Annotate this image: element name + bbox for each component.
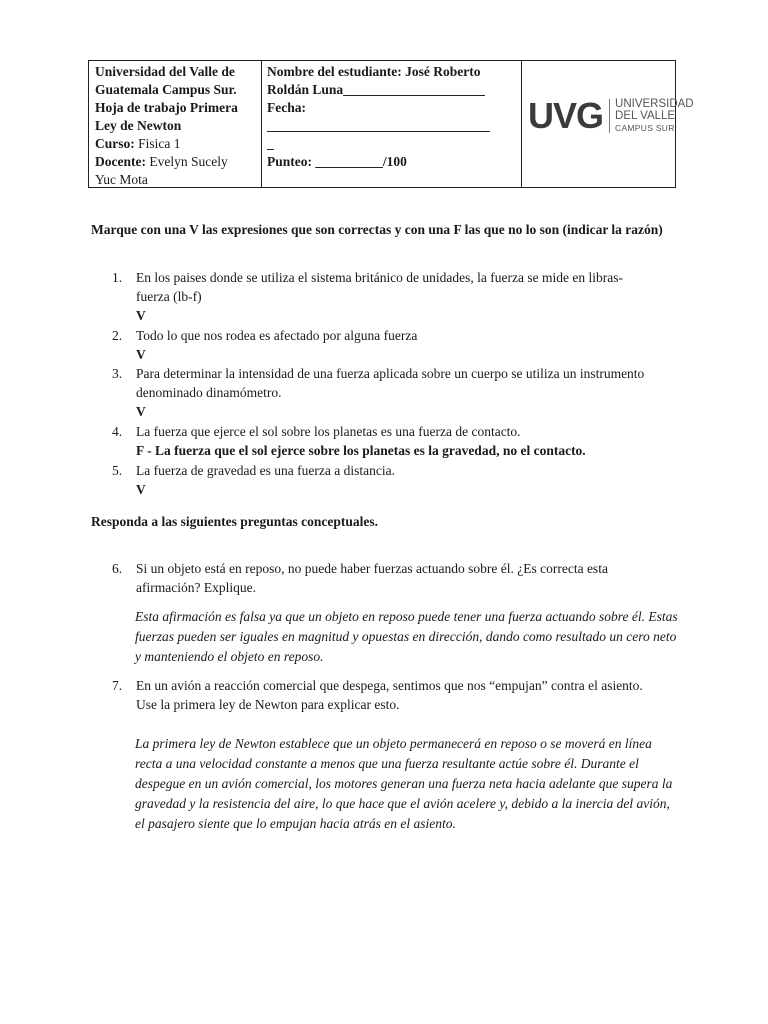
- student-name-line-2: Roldán Luna_____________________: [267, 82, 485, 97]
- question-7: [112, 676, 652, 714]
- item-text: Todo lo que nos rodea es afectado por alguna fuerza: [136, 328, 418, 343]
- item-text: La fuerza de gravedad es una fuerza a distancia.: [136, 463, 395, 478]
- tf-item-1: [112, 268, 652, 325]
- question-number: 7.: [112, 678, 123, 693]
- question-number: 6.: [112, 561, 123, 576]
- teacher-label: Docente:: [95, 154, 146, 169]
- answer-7: La primera ley de Newton establece que un objeto permanecerá en reposo o se moverá en línea recta a una velocidad constante a menos que una fuerza resultante actúe sobre él. Durante el despegue en un avión comercial, los motores generan una fuerza neta hacia adelante que supera la gravedad y la resistencia del aire, lo que hace que el avión acelere y, debido a la inercia del avión, el pasajero siente que lo empujan hacia atrás en el asiento.: [135, 736, 673, 831]
- instructions: Marque con una V las expresiones que son correctas y con una F las que no lo son (indicar la razón): [91, 222, 663, 237]
- course-value: Fisica 1: [134, 136, 181, 151]
- header-logo-cell: [522, 61, 694, 187]
- conceptual-heading: Responda a las siguientes preguntas conceptuales.: [91, 514, 379, 529]
- item-answer: V: [136, 404, 146, 419]
- item-answer: V: [136, 308, 146, 323]
- header-institution-cell: [89, 61, 262, 187]
- item-text: En los paises donde se utiliza el sistema británico de unidades, la fuerza se mide en libras-fuerza (lb-f): [136, 270, 623, 304]
- institution-line-1: Universidad del Valle de: [95, 64, 235, 79]
- item-answer: F - La fuerza que el sol ejerce sobre los planetas es la gravedad, no el contacto.: [136, 443, 586, 458]
- item-answer: V: [136, 347, 146, 362]
- teacher-row: [95, 153, 255, 171]
- header-table: [88, 60, 694, 188]
- date-label: Fecha:: [267, 100, 306, 115]
- course-row: [95, 135, 255, 153]
- tf-item-5: [112, 461, 652, 499]
- item-number: 1.: [112, 270, 123, 285]
- header-student-cell: [262, 61, 522, 187]
- question-text: Si un objeto está en reposo, no puede haber fuerzas actuando sobre él. ¿Es correcta esta afirmación? Explique.: [136, 561, 608, 595]
- answer-6: Esta afirmación es falsa ya que un objeto en reposo puede tener una fuerza actuando sobre él. Estas fuerzas pueden ser iguales en magnitud y opuestas en dirección, dando como resultado un cero neto y manteniendo el objeto en reposo.: [135, 609, 678, 664]
- logo-mark: UVG: [528, 95, 604, 136]
- logo-line-3: CAMPUS SUR: [615, 123, 675, 133]
- item-number: 4.: [112, 424, 123, 439]
- item-text: La fuerza que ejerce el sol sobre los planetas es una fuerza de contacto.: [136, 424, 521, 439]
- item-number: 2.: [112, 328, 123, 343]
- tf-item-4: [112, 422, 652, 460]
- date-blank-line: _________________________________: [267, 118, 490, 133]
- logo-line-1: UNIVERSIDAD: [615, 98, 694, 110]
- logo-line-2: DEL VALLE: [615, 110, 676, 122]
- question-6: [112, 559, 652, 597]
- student-name-line-1: Nombre del estudiante: José Roberto: [267, 64, 481, 79]
- date-blank-line-2: _: [267, 136, 274, 151]
- logo-divider: [609, 99, 610, 133]
- item-number: 3.: [112, 366, 123, 381]
- item-text: Para determinar la intensidad de una fuerza aplicada sobre un cuerpo se utiliza un instrumento denominado dinamómetro.: [136, 366, 645, 400]
- institution-line-2: Guatemala Campus Sur.: [95, 82, 237, 97]
- uvg-logo: [528, 95, 694, 137]
- worksheet-title-line-1: Hoja de trabajo Primera: [95, 100, 238, 115]
- item-number: 5.: [112, 463, 123, 478]
- teacher-value-line-2: Yuc Mota: [95, 172, 148, 187]
- score-field: Punteo: __________/100: [267, 154, 407, 169]
- question-text: En un avión a reacción comercial que despega, sentimos que nos “empujan” contra el asiento. Use la primera ley de Newton para explicar esto.: [136, 678, 643, 712]
- logo-text: [615, 98, 694, 134]
- worksheet-title-line-2: Ley de Newton: [95, 118, 182, 133]
- tf-item-3: [112, 364, 652, 421]
- teacher-value: Evelyn Sucely: [145, 154, 228, 169]
- course-label: Curso:: [95, 136, 135, 151]
- item-answer: V: [136, 482, 146, 497]
- tf-item-2: [112, 326, 652, 364]
